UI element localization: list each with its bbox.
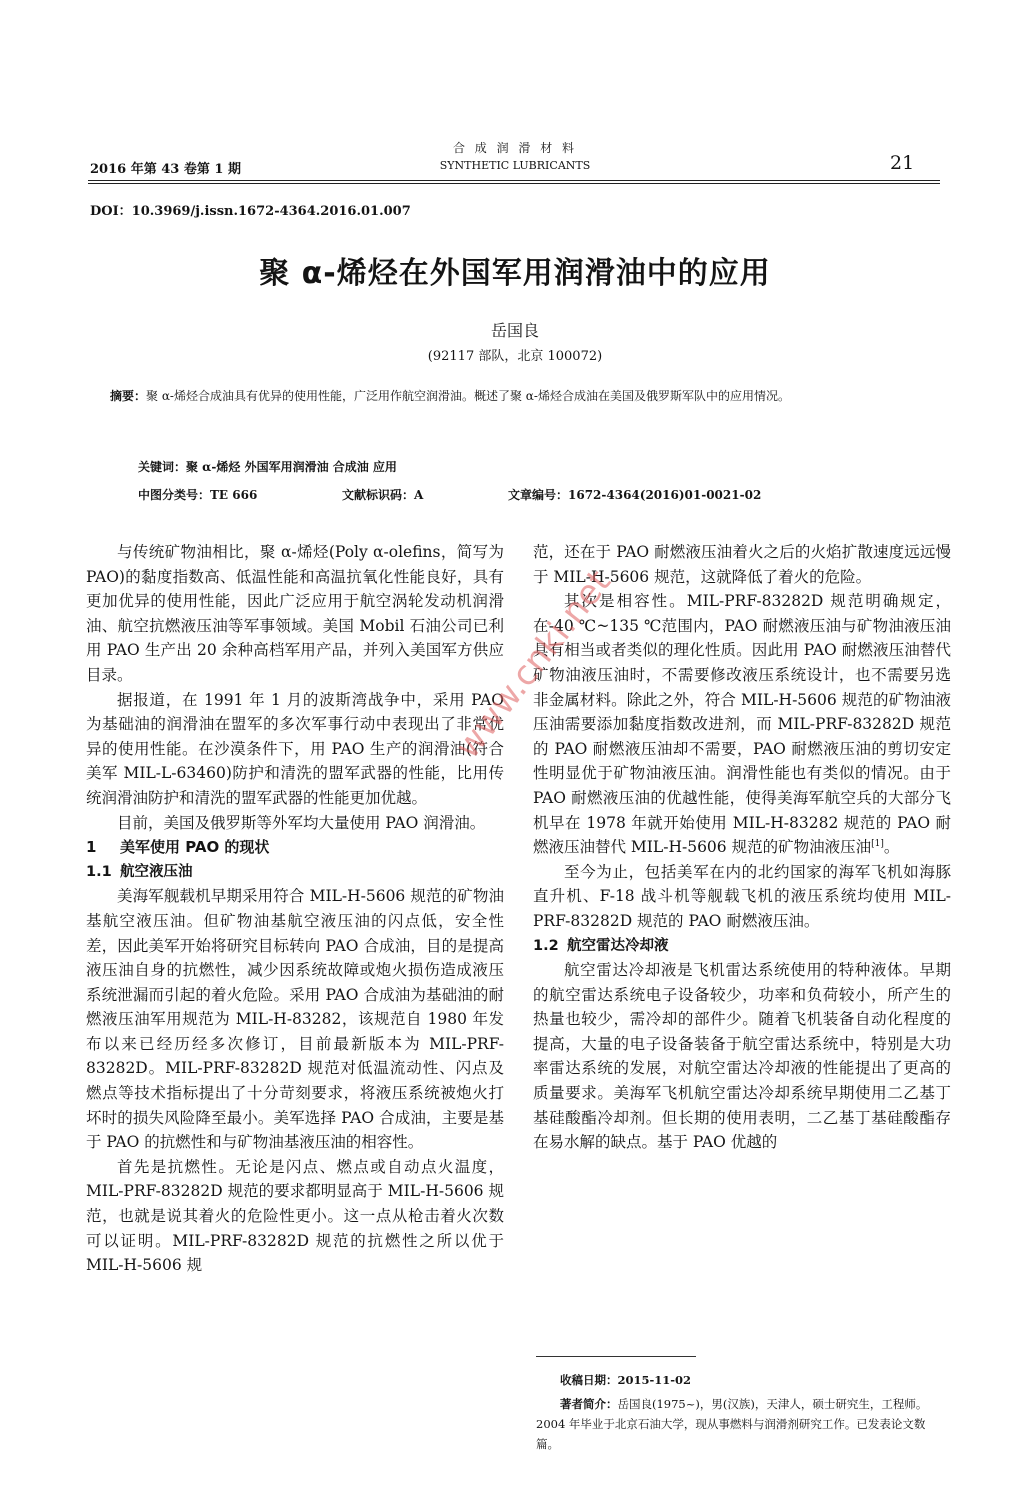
subsection-title: 航空液压油	[120, 863, 193, 880]
body-right-column	[533, 540, 951, 1155]
paragraph: 目前，美国及俄罗斯等外军均大量使用 PAO 润滑油。	[117, 813, 486, 832]
body-left-column	[86, 540, 504, 1278]
author-bio-text: 岳国良(1975~)，男(汉族)，天津人，硕士研究生，工程师。2004 年毕业于北京石油大学，现从事燃料与润滑剂研究工作。已发表论文数篇。	[536, 1397, 928, 1451]
section-number: 1	[86, 838, 97, 857]
footnote-rule	[536, 1356, 696, 1357]
paragraph: 至今为止，包括美军在内的北约国家的海军飞机如海豚直升机、F-18 战斗机等舰载飞机的液压系统均使用 MIL-PRF-83282D 规范的 PAO 耐燃液压油。	[533, 862, 951, 930]
abstract-label: 摘要：	[110, 389, 147, 403]
abstract-text: 聚 α-烯烃合成油具有优异的使用性能，广泛用作航空润滑油。概述了聚 α-烯烃合成油在美国及俄罗斯军队中的应用情况。	[146, 389, 790, 403]
paragraph	[533, 589, 951, 860]
citation: [1]	[871, 838, 884, 849]
paragraph: 首先是抗燃性。无论是闪点、燃点或自动点火温度，MIL-PRF-83282D 规范的要求都明显高于 MIL-H-5606 规范，也就是说其着火的危险性更小。这一点从枪击着火次数可以证明。MIL-PRF-83282D 规范的抗燃性之所以优于 MIL-H-5606 规	[86, 1157, 504, 1275]
watermark: www.cnki.net	[447, 562, 619, 767]
subsection-number: 1.2	[533, 937, 559, 954]
paragraph-text: 其次是相容性。MIL-PRF-83282D 规范明确规定，在-40 ℃~135 ℃范围内，PAO 耐燃液压油与矿物油液压油具有相当或者类似的理化性质。因此用 PAO 耐燃液压油替代矿物油液压油时，不需要修改液压系统设计，也不需要另选非金属材料。除此之外，符合 MIL-H-5606 规范的矿物油液压油需要添加黏度指数改进剂，而 MIL-PRF-83282D 规范的 PAO 耐燃液压油却不需要，PAO 耐燃液压油的剪切安定性明显优于矿物油液压油。润滑性能也有类似的情况。由于 PAO 耐燃液压油的优越性能，使得美海军航空兵的大部分飞机早在 1978 年就开始使用 MIL-H-83282 规范的 PAO 耐燃液压油替代 MIL-H-5606 规范的矿物油液压油	[533, 592, 951, 857]
page-number: 21	[890, 152, 915, 174]
paragraph: 据报道，在 1991 年 1 月的波斯湾战争中，采用 PAO 为基础油的润滑油在盟军的多次军事行动中表现出了非常优异的使用性能。在沙漠条件下，用 PAO 生产的润滑油(符合美军 MIL-L-63460)防护和清洗的盟军武器的性能，比用传统润滑油防护和清洗的盟军武器的性能更加优越。	[86, 690, 504, 807]
paragraph: 美海军舰载机早期采用符合 MIL-H-5606 规范的矿物油基航空液压油。但矿物油基航空液压油的闪点低，安全性差，因此美军开始将研究目标转向 PAO 合成油，目的是提高液压油自身的抗燃性，减少因系统故障或炮火损伤造成液压系统泄漏而引起的着火危险。采用 PAO 合成油为基础油的耐燃液压油军用规范为 MIL-H-83282，该规范自 1980 年发布以来已经历经多次修订，目前最新版本为 MIL-PRF-83282D。MIL-PRF-83282D 规范对低温流动性、闪点及燃点等技术指标提出了十分苛刻要求，将液压系统被炮火打坏时的损失风险降至最小。美军选择 PAO 合成油，主要是基于 PAO 的抗燃性和与矿物油基液压油的相容性。	[86, 887, 504, 1152]
section-heading	[86, 835, 504, 860]
paragraph: 航空雷达冷却液是飞机雷达系统使用的特种液体。早期的航空雷达系统电子设备较少，功率和负荷较小，所产生的热量也较少，需冷却的部件少。随着飞机装备自动化程度的提高，大量的电子设备装备于航空雷达系统中，特别是大功率雷达系统的发展，对航空雷达冷却液的性能提出了更高的质量要求。美海军飞机航空雷达冷却系统早期使用二乙基丁基硅酸酯冷却剂。但长期的使用表明，二乙基丁基硅酸酯存在易水解的缺点。基于 PAO 优越的	[533, 961, 951, 1152]
subsection-heading	[533, 934, 951, 959]
clc-number: 中图分类号：TE 666	[138, 488, 258, 502]
issue-info: 2016 年第 43 卷第 1 期	[90, 162, 241, 177]
subsection-number: 1.1	[86, 863, 112, 880]
doi: DOI：10.3969/j.issn.1672-4364.2016.01.007	[90, 204, 411, 219]
subsection-heading	[86, 860, 504, 885]
affiliation: (92117 部队，北京 100072)	[427, 349, 603, 364]
paper-title: 聚 α-烯烃在外国军用润滑油中的应用	[259, 256, 771, 291]
author: 岳国良	[490, 321, 539, 340]
author-bio-label: 著者简介：	[560, 1397, 618, 1411]
header-rule-thin	[88, 183, 940, 184]
paragraph-end: 。	[883, 838, 900, 857]
received-date: 收稿日期：2015-11-02	[560, 1373, 692, 1387]
journal-name-cn: 合 成 润 滑 材 料	[452, 141, 578, 155]
abstract	[110, 385, 930, 407]
journal-name-en: SYNTHETIC LUBRICANTS	[439, 159, 591, 172]
article-number: 文章编号：1672-4364(2016)01-0021-02	[508, 488, 762, 502]
subsection-title: 航空雷达冷却液	[567, 937, 669, 954]
author-bio	[536, 1394, 942, 1454]
keywords: 关键词：聚 α-烯烃 外国军用润滑油 合成油 应用	[138, 460, 397, 474]
document-code: 文献标识码：A	[342, 488, 424, 502]
paragraph: 与传统矿物油相比，聚 α-烯烃(Poly α-olefins，简写为 PAO)的黏度指数高、低温性能和高温抗氧化性能良好，具有更加优异的使用性能，因此广泛应用于航空涡轮发动机润滑油、航空抗燃液压油等军事领域。美国 Mobil 石油公司已利用 PAO 生产出 20 余种高档军用产品，并列入美国军方供应目录。	[86, 543, 504, 684]
paragraph: 范，还在于 PAO 耐燃液压油着火之后的火焰扩散速度远远慢于 MIL-H-5606 规范，这就降低了着火的危险。	[533, 543, 951, 586]
header-rule	[88, 180, 940, 181]
section-title: 美军使用 PAO 的现状	[120, 838, 270, 857]
journal-name	[380, 139, 650, 175]
